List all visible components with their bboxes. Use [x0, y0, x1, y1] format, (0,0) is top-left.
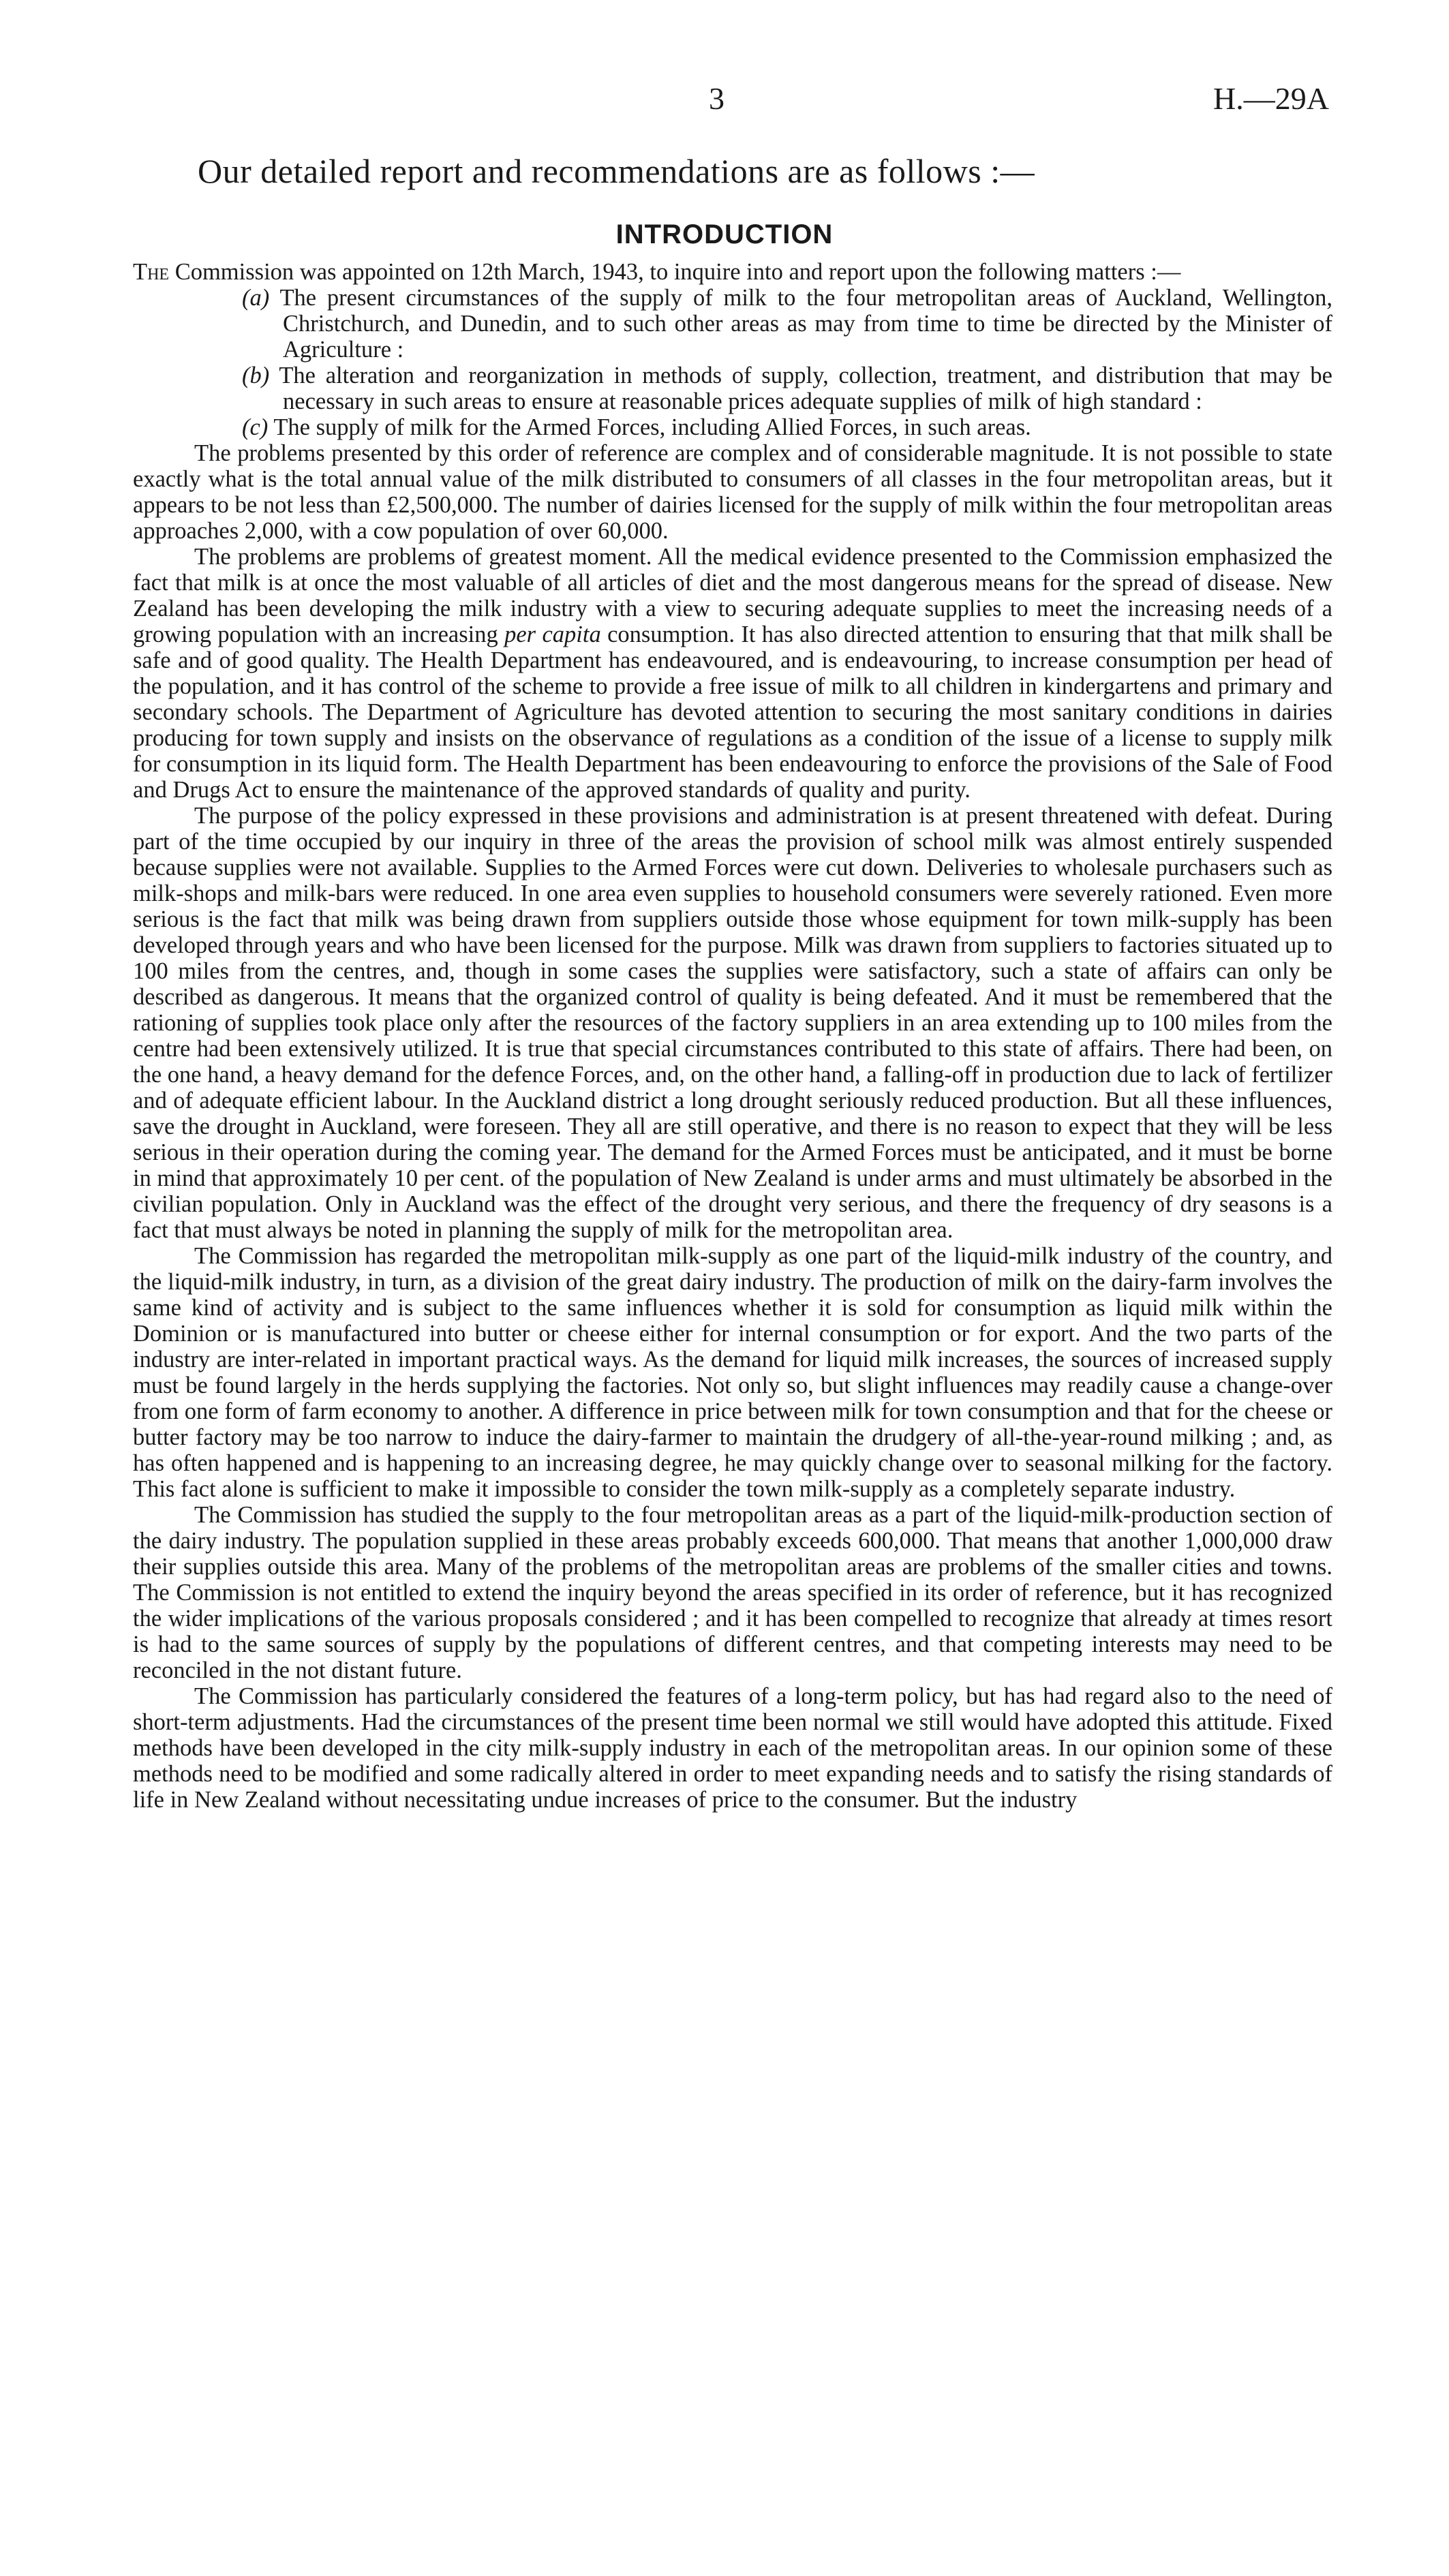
- page-number: 3: [709, 81, 724, 116]
- term-label: (c): [242, 414, 269, 440]
- lead-sentence: Our detailed report and recommendations are as follows :—: [198, 152, 1035, 190]
- paragraph-2-italic: per capita: [504, 622, 601, 647]
- list-item: [242, 414, 1332, 440]
- section-heading: INTRODUCTION: [615, 219, 834, 249]
- intro-rest: Commission was appointed on 12th March, 1943, to inquire into and report upon the following matters :—: [169, 259, 1181, 285]
- term-text: The supply of milk for the Armed Forces, including Allied Forces, in such areas.: [273, 414, 1031, 440]
- term-label: (b): [242, 363, 270, 388]
- document-reference: H.—29A: [1213, 81, 1329, 116]
- paragraph-4: The Commission has regarded the metropolitan milk-supply as one part of the liquid-milk industry of the country, and the liquid-milk industry, in turn, as a division of the great dairy industry. The production of milk on the dairy-farm involves the same kind of activity and is subject to the same influences whether it is sold for consumption as liquid milk within the Dominion or is manufactured into butter or cheese either for internal consumption or for export. And the two parts of the industry are inter-related in important practical ways. As the demand for liquid milk increases, the sources of increased supply must be found largely in the herds supplying the factories. Not only so, but slight influences may readily cause a change-over from one form of farm economy to another. A difference in price between milk for town consumption and that for the cheese or butter factory may be too narrow to induce the dairy-farmer to maintain the drudgery of all-the-year-round milking ; and, as has often happened and is happening to an increasing degree, he may quickly change over to seasonal milking for the factory. This fact alone is sufficient to make it impossible to consider the town milk-supply as a completely separate industry.: [133, 1243, 1332, 1502]
- paragraph-1: The problems presented by this order of reference are complex and of considerable magnitude. It is not possible to state exactly what is the total annual value of the milk distributed to consumers of all classes in the four metropolitan areas, but it appears to be not less than £2,500,000. The number of dairies licensed for the supply of milk within the four metropolitan areas approaches 2,000, with a cow population of over 60,000.: [133, 440, 1332, 544]
- paragraph-2-part-1: The problems are problems of greatest moment. All the medical evidence presented to the Commission emphasized the fact that milk is at once the most valuable of all articles of diet and the most dangerous means for the spread of disease. New Zealand has been developing the milk industry with a view to securing adequate supplies to meet the increasing needs of a growing population with an increasing: [133, 544, 1332, 647]
- intro-paragraph: [133, 259, 1332, 285]
- body-text: [133, 259, 1332, 1813]
- paragraph-2: [133, 544, 1332, 803]
- terms-of-reference-list: [133, 285, 1332, 440]
- paragraph-5: The Commission has studied the supply to the four metropolitan areas as a part of the liquid-milk-production section of the dairy industry. The population supplied in these areas probably exceeds 600,000. That means that another 1,000,000 draw their supplies outside this area. Many of the problems of the metropolitan areas are problems of the smaller cities and towns. The Commission is not entitled to extend the inquiry beyond the areas specified in its order of reference, but it has recognized the wider implications of the various proposals considered ; and it has been compelled to recognize that already at times resort is had to the same sources of supply by the populations of different centres, and that competing interests may need to be reconciled in the not distant future.: [133, 1502, 1332, 1683]
- intro-first-word: The: [133, 259, 170, 285]
- term-text: The present circumstances of the supply of milk to the four metropolitan areas of Auckland, Wellington, Christchurch, and Dunedin, and to such other areas as may from time to time be directed by the Minister of Agriculture :: [279, 285, 1332, 363]
- paragraph-3: The purpose of the policy expressed in these provisions and administration is at present threatened with defeat. During part of the time occupied by our inquiry in three of the areas the provision of school milk was almost entirely suspended because supplies were not available. Supplies to the Armed Forces were cut down. Deliveries to wholesale purchasers such as milk-shops and milk-bars were reduced. In one area even supplies to household consumers were severely rationed. Even more serious is the fact that milk was being drawn from suppliers outside those whose equipment for town milk-supply has been developed through years and who have been licensed for the purpose. Milk was drawn from suppliers to factories situated up to 100 miles from the centres, and, though in some cases the supplies were satisfactory, such a state of affairs can only be described as dangerous. It means that the organized control of quality is being defeated. And it must be remembered that the rationing of supplies took place only after the resources of the factory suppliers in an area extending up to 100 miles from the centre had been extensively utilized. It is true that special circumstances contributed to this state of affairs. There had been, on the one hand, a heavy demand for the defence Forces, and, on the other hand, a falling-off in production due to lack of fertilizer and of adequate efficient labour. In the Auckland district a long drought seriously reduced production. But all these influences, save the drought in Auckland, were foreseen. They all are still operative, and there is no reason to expect that they will be less serious in their operation during the coming year. The demand for the Armed Forces must be anticipated, and it must be borne in mind that approximately 10 per cent. of the population of New Zealand is under arms and must ultimately be absorbed in the civilian population. Only in Auckland was the effect of the drought very serious, and there the frequency of dry seasons is a fact that must always be noted in planning the supply of milk for the metropolitan area.: [133, 803, 1332, 1243]
- list-item: [242, 363, 1332, 414]
- paragraph-2-part-2: consumption. It has also directed attention to ensuring that that milk shall be safe and of good quality. The Health Department has endeavoured, and is endeavouring, to increase consumption per head of the population, and it has control of the scheme to provide a free issue of milk to all children in kindergartens and primary and secondary schools. The Department of Agriculture has devoted attention to securing the most sanitary conditions in dairies producing for town supply and insists on the observance of regulations as a condition of the issue of a license to supply milk for consumption in its liquid form. The Health Department has been endeavouring to enforce the provisions of the Sale of Food and Drugs Act to ensure the maintenance of the approved standards of quality and purity.: [133, 622, 1332, 803]
- list-item: [242, 285, 1332, 363]
- term-text: The alteration and reorganization in methods of supply, collection, treatment, and distribution that may be necessary in such areas to ensure at reasonable prices adequate supplies of milk of high standard :: [279, 363, 1332, 414]
- paragraph-6: The Commission has particularly considered the features of a long-term policy, but has had regard also to the need of short-term adjustments. Had the circumstances of the present time been normal we still would have adopted this attitude. Fixed methods have been developed in the city milk-supply industry in each of the metropolitan areas. In our opinion some of these methods need to be modified and some radically altered in order to meet expanding needs and to satisfy the rising standards of life in New Zealand without necessitating undue increases of price to the consumer. But the industry: [133, 1683, 1332, 1813]
- term-label: (a): [242, 285, 270, 311]
